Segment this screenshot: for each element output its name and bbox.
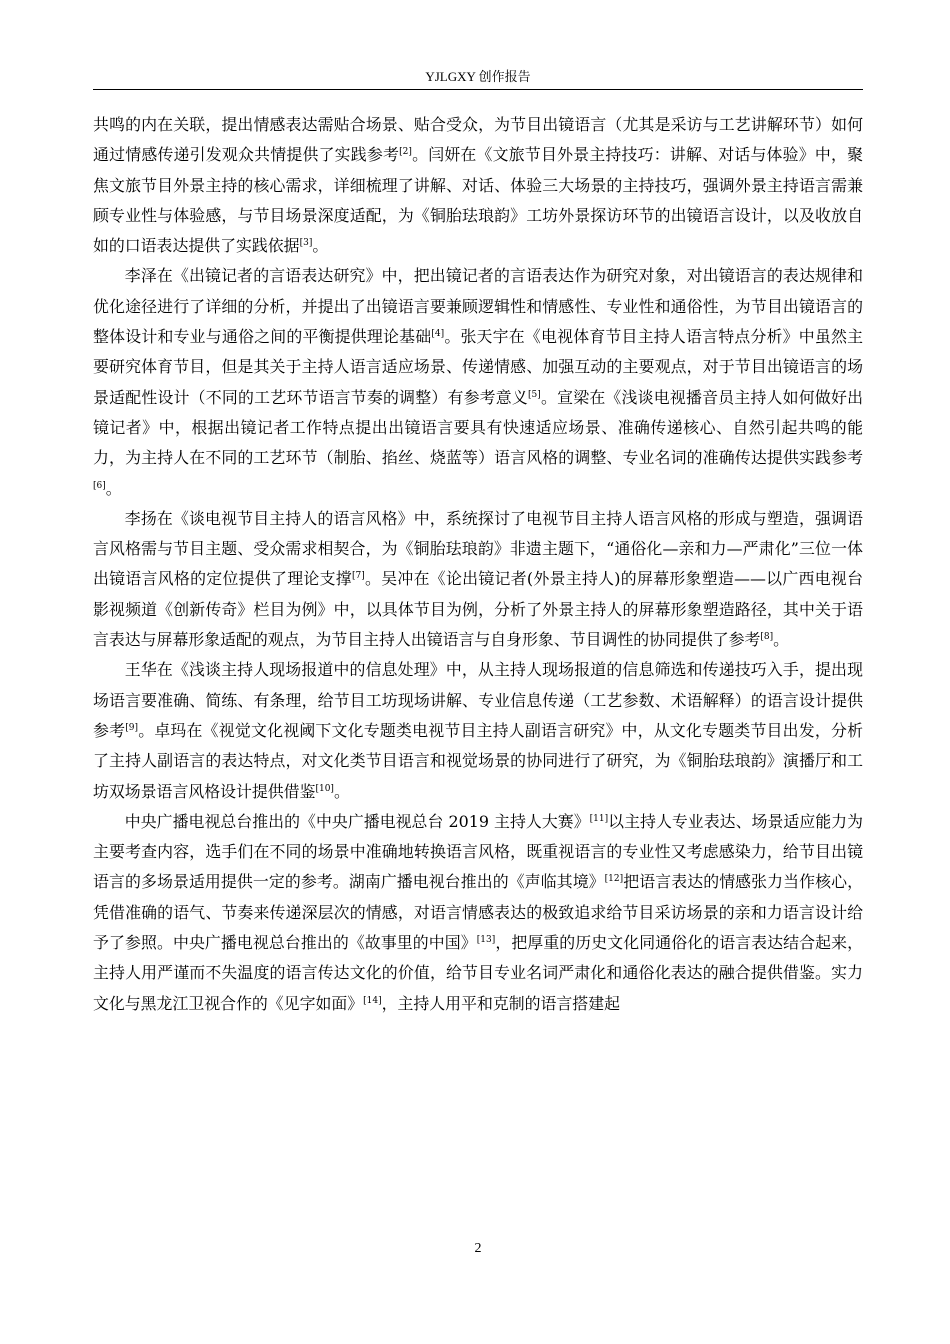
paragraph	[93, 110, 863, 261]
paragraph-text: 。张天宇在《电视体育节目主持人语言特点分析》中虽然主要研究体育节目，但是其关于主持人语言适应场景、传递情感、加强互动的主要观点，对于节目出镜语言的场景适配性设计（不同的工艺环节语言节奏的调整）有参考意义	[93, 327, 864, 407]
citation-marker: [8]	[760, 632, 774, 643]
paragraph-text: 中央广播电视总台推出的《中央广播电视总台 2019 主持人大赛》	[124, 811, 590, 831]
paragraph	[93, 807, 863, 1019]
paragraph-text: ，主持人用平和克制的语言搭建起	[381, 993, 620, 1013]
citation-marker: [14]	[363, 995, 382, 1006]
paragraph-text: 。	[105, 478, 122, 498]
citation-marker: [10]	[315, 783, 334, 794]
paragraph-text: ，把厚重的历史文化同通俗化的语言表达结合起来，主持人用严谨而不失温度的语言传达文化的价值，给节目专业名词严肃化和通俗化表达的融合提供借鉴。实力文化与黑龙江卫视合作的《见字如面》	[93, 933, 864, 1013]
citation-marker: [9]	[125, 722, 138, 733]
paragraph-text: 李泽在《出镜记者的言语表达研究》中，把出镜记者的言语表达作为研究对象，对出镜语言的表达规律和优化途径进行了详细的分析，并提出了出镜语言要兼顾逻辑性和情感性、专业性和通俗性，为节目出镜语言的整体设计和专业与通俗之间的平衡提供理论基础	[93, 266, 863, 347]
citation-marker: [7]	[351, 571, 365, 582]
paragraph-text: 。	[312, 236, 329, 256]
paragraph-text: 共鸣的内在关联，提出情感表达需贴合场景、贴合受众，为节目出镜语言（尤其是采访与工艺讲解环节）如何通过情感传递引发观众共情提供了实践参考	[93, 115, 863, 165]
body-text	[93, 110, 863, 1019]
citation-marker: [13]	[476, 935, 496, 946]
paragraph-text: 以主持人专业表达、场景适应能力为主要考查内容，选手们在不同的场景中准确地转换语言风格，既重视语言的专业性又考虑感染力，给节目出镜语言的多场景适用提供一定的参考。湖南广播电视台推出的《声临其境》	[93, 811, 864, 892]
paragraph	[93, 261, 863, 503]
paragraph-text: 李扬在《谈电视节目主持人的语言风格》中，系统探讨了电视节目主持人语言风格的形成与塑造，强调语言风格需与节目主题、受众需求相契合，为《铜胎珐琅韵》非遗主题下，“通俗化—亲和力—严肃化”三位一体出镜语言风格的定位提供了理论支撑	[93, 508, 863, 589]
citation-marker: [5]	[528, 389, 541, 400]
paragraph	[93, 504, 863, 655]
citation-marker: [4]	[431, 329, 445, 340]
paragraph-text: 。	[773, 630, 790, 650]
citation-marker: [12]	[604, 874, 624, 885]
paragraph-text: 。闫妍在《文旅节目外景主持技巧：讲解、对话与体验》中，聚焦文旅节目外景主持的核心需求，详细梳理了讲解、对话、体验三大场景的主持技巧，强调外景主持语言需兼顾专业性与体验感，与节目场景深度适配，为《铜胎珐琅韵》工坊外景探访环节的出镜语言设计，以及收放自如的口语表达提供了实践依据	[93, 145, 864, 256]
citation-marker: [2]	[399, 147, 412, 158]
paragraph-text: 。宣梁在《浅谈电视播音员主持人如何做好出镜记者》中，根据出镜记者工作特点提出出镜语言要具有快速适应场景、准确传递核心、自然引起共鸣的能力，为主持人在不同的工艺环节（制胎、掐丝、烧蓝等）语言风格的调整、专业名词的准确传达提供实践参考	[93, 387, 863, 468]
citation-marker: [6]	[93, 480, 106, 491]
paragraph	[93, 655, 863, 806]
paragraph-text: 。吴冲在《论出镜记者(外景主持人)的屏幕形象塑造——以广西电视台影视频道《创新传奇》栏目为例》中，以具体节目为例，分析了外景主持人的屏幕形象塑造路径，其中关于语言表达与屏幕形象适配的观点，为节目主持人出镜语言与自身形象、节目调性的协同提供了参考	[93, 569, 864, 650]
header-rule	[93, 89, 863, 90]
paragraph-text: 。卓玛在《视觉文化视阈下文化专题类电视节目主持人副语言研究》中，从文化专题类节目出发，分析了主持人副语言的表达特点，对文化类节目语言和视觉场景的协同进行了研究，为《铜胎珐琅韵》演播厅和工坊双场景语言风格设计提供借鉴	[93, 720, 864, 801]
running-header: YJLGXY 创作报告	[425, 69, 531, 84]
citation-marker: [11]	[589, 813, 609, 824]
paragraph-text: 王华在《浅谈主持人现场报道中的信息处理》中，从主持人现场报道的信息筛选和传递技巧入手，提出现场语言要准确、简练、有条理，给节目工坊现场讲解、专业信息传递（工艺参数、术语解释）的语言设计提供参考	[93, 660, 863, 740]
page-number: 2	[474, 1241, 482, 1256]
paragraph-text: 。	[333, 781, 350, 801]
citation-marker: [3]	[299, 238, 313, 249]
paragraph-text: 把语言表达的情感张力当作核心，凭借准确的语气、节奏来传递深层次的情感，对语言情感表达的极致追求给节目采访场景的亲和力语言设计给予了参照。中央广播电视总台推出的《故事里的中国》	[93, 872, 864, 953]
